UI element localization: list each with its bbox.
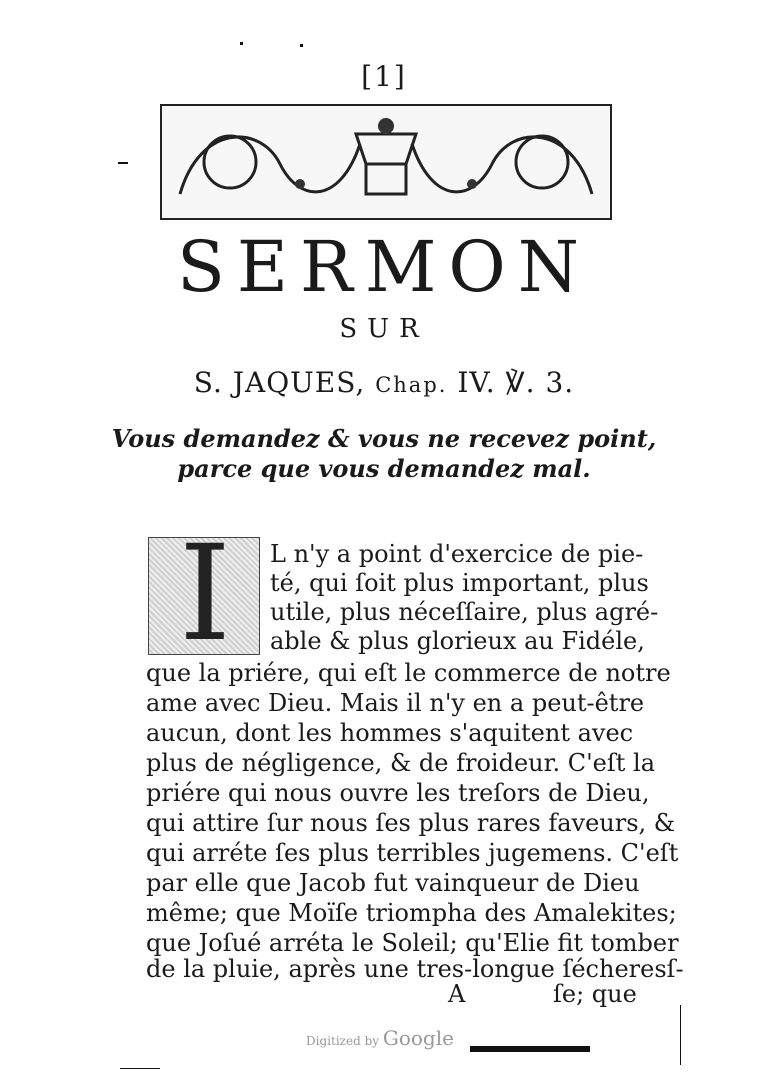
scripture-reference: [0, 366, 768, 399]
catchword: ſe; que: [553, 980, 637, 1008]
dropcap-letter: I: [178, 517, 232, 671]
digitized-watermark: [300, 1026, 460, 1050]
scan-bar: [470, 1046, 590, 1052]
body-line: able & plus glorieux au Fidéle,: [270, 627, 645, 655]
ornamental-headpiece: [160, 104, 612, 220]
decorated-initial: [148, 517, 260, 671]
scan-dash: [118, 162, 128, 164]
sermon-subtitle: SUR: [339, 314, 429, 344]
body-line: ame avec Dieu. Mais il n'y en a peut-être: [146, 689, 645, 717]
body-line: aucun, dont les hommes s'aquitent avec: [146, 719, 634, 747]
scan-edge-line: [680, 1005, 681, 1065]
reference-verse: IV. ℣. 3.: [457, 366, 575, 399]
epigraph-line-1: Vous demandez & vous ne recevez point,: [111, 424, 657, 453]
reference-book: S. JAQUES,: [193, 366, 366, 399]
body-line: utile, plus néceſſaire, plus agré-: [270, 598, 659, 626]
epigraph-line-2: parce que vous demandez mal.: [177, 454, 591, 483]
body-line: qui attire ſur nous ſes plus rares faveurs, &: [146, 809, 676, 837]
watermark-brand: Google: [382, 1026, 454, 1050]
scan-bottom-line: [120, 1068, 160, 1069]
scan-speck: [300, 44, 303, 47]
body-line: que la priére, qui eſt le commerce de notre: [146, 659, 671, 687]
body-line: priére qui nous ouvre les treſors de Dieu,: [146, 779, 650, 807]
body-line: qui arréte ſes plus terribles jugemens. C'eſt: [146, 839, 679, 867]
reference-chap-label: Chap.: [375, 373, 448, 397]
sermon-title: SERMON: [176, 226, 592, 308]
page-number: [1]: [361, 60, 407, 93]
body-line: que Joſué arréta le Soleil; qu'Elie fit tomber: [146, 929, 679, 957]
signature-mark: A: [448, 980, 466, 1008]
scan-speck: [240, 42, 243, 45]
body-line: de la pluie, après une tres-longue ſécheresſ-: [146, 955, 684, 983]
body-line: par elle que Jacob fut vainqueur de Dieu: [146, 869, 640, 897]
body-line: té, qui ſoit plus important, plus: [270, 569, 649, 597]
watermark-prefix: Digitized by: [306, 1034, 380, 1048]
body-line: plus de négligence, & de froideur. C'eſt la: [146, 749, 656, 777]
body-line: même; que Moïſe triompha des Amalekites;: [146, 899, 677, 927]
body-line: L n'y a point d'exercice de pie-: [270, 540, 644, 568]
